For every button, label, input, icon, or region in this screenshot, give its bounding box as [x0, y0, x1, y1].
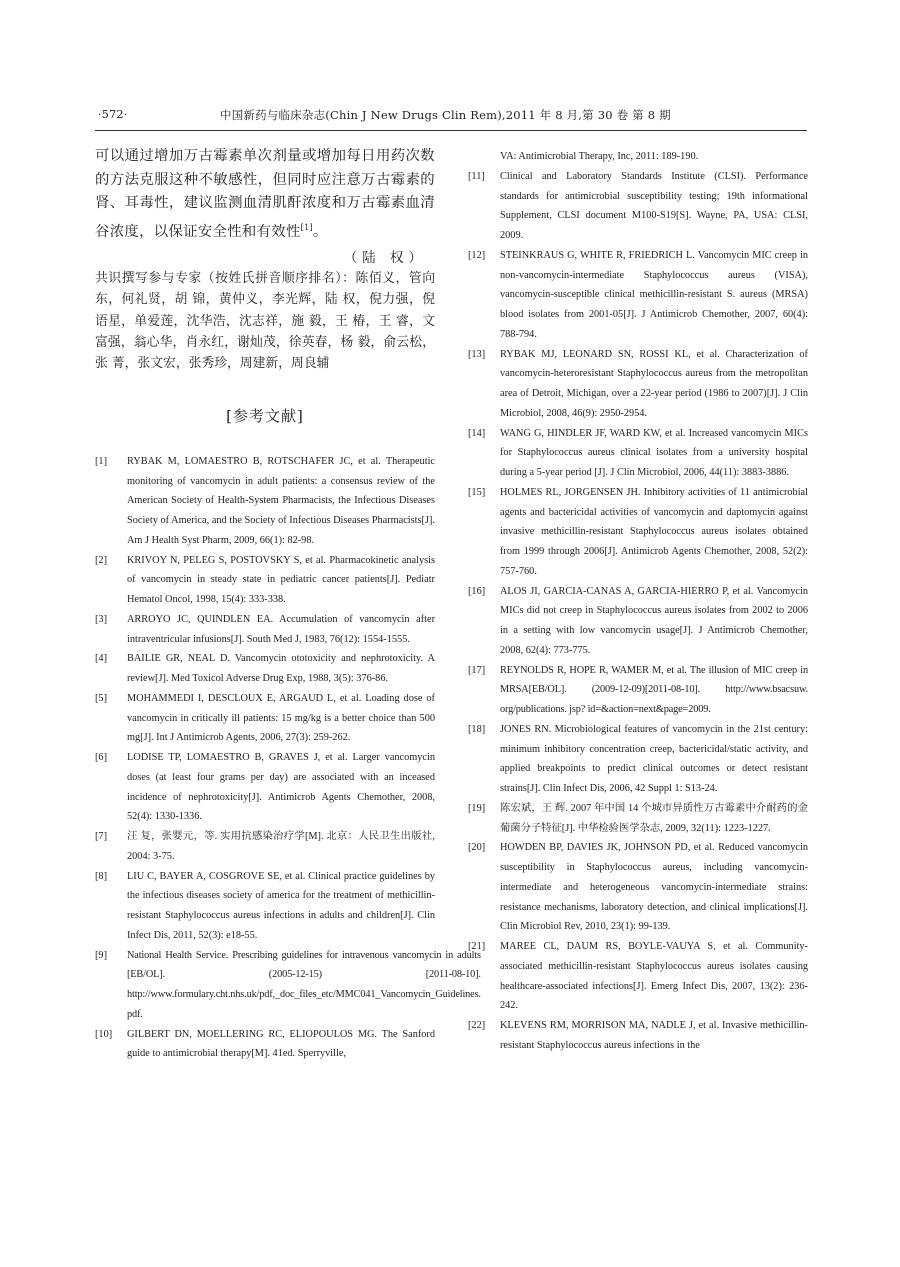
reference-item	[95, 748, 435, 827]
reference-number: [16]	[468, 585, 486, 597]
reference-number: [19]	[468, 802, 486, 814]
reference-item	[468, 720, 808, 799]
reference-item	[468, 838, 808, 937]
citation-superscript[interactable]: [1]	[300, 222, 313, 232]
reference-item	[95, 946, 481, 1025]
reference-number: [18]	[468, 723, 486, 735]
reference-text: LODISE TP, LOMAESTRO B, GRAVES J, et al. Larger vancomycin doses (at least four grams per day) are associated with an inceased incidence of nephrotoxicity[J]. Antimicrob Agents Chemother, 2008, 52(4): 1330-1336.	[127, 752, 435, 823]
page-number: ·572·	[98, 107, 128, 121]
reference-item	[468, 582, 808, 661]
reference-text: RYBAK M, LOMAESTRO B, ROTSCHAFER JC, et al. Therapeutic monitoring of vancomycin in adult patients: a consensus review of the American Society of Health-System Pharmacists, the Infectious Diseases Society of America, and the Society of Infectious Diseases Pharmacists[J]. Am J Health Syst Pharm, 2009, 66(1): 82-98.	[127, 455, 435, 546]
reference-item	[468, 246, 808, 345]
reference-number: [20]	[468, 842, 486, 854]
reference-item	[95, 1025, 435, 1065]
reference-item	[95, 610, 435, 650]
reference-number: [4]	[95, 653, 108, 665]
expert-list: 共识撰写参与专家（按姓氏拼音顺序排名）：陈佰义，管向东，何礼贤，胡 锦，黄仲义，李光辉，陆 权，倪力强，倪语星，单爱莲，沈华浩，沈志祥，施 毅，王 椿，王 睿，文富强，翁心华，肖永红，谢灿茂，徐英春，杨 毅，俞云松，张 菁，张文宏，张秀珍，周建新，周良辅	[95, 270, 435, 372]
reference-number: [14]	[468, 427, 486, 439]
running-header	[95, 107, 807, 129]
reference-number: [17]	[468, 664, 486, 676]
reference-number: [8]	[95, 870, 108, 882]
reference-number: [6]	[95, 752, 108, 764]
reference-text: ALOS JI, GARCIA-CANAS A, GARCIA-HIERRO P, et al. Vancomycin MICs did not creep in Staphylococcus aureus isolates from 2002 to 2006 in a setting with low vancomycin usage[J]. J Antimicrob Chemother, 2008, 62(4): 773-775.	[500, 585, 808, 656]
reference-text: LIU C, BAYER A, COSGROVE SE, et al. Clinical practice guidelines by the infectious diseases society of america for the treatment of methicillin-resistant Staphylococcus aureus infections in adults and children[J]. Clin Infect Dis, 2011, 52(3): e18-55.	[127, 870, 435, 941]
reference-continuation: VA: Antimicrobial Therapy, Inc, 2011: 189-190.	[500, 151, 699, 162]
reference-text: STEINKRAUS G, WHITE R, FRIEDRICH L. Vancomycin MIC creep in non-vancomycin-intermediate Staphylococcus aureus (VISA), vancomycin-susceptible clinical methicillin-resistant S. aureus (MRSA) blood isolates from 2001-05[J]. J Antimicrob Chemother, 2007, 60(4): 788-794.	[500, 249, 808, 340]
right-column	[468, 147, 808, 1056]
reference-item	[95, 649, 435, 689]
reference-number: [21]	[468, 941, 486, 952]
reference-text: BAILIE GR, NEAL D. Vancomycin ototoxicity and nephrotoxicity. A review[J]. Med Toxicol Adverse Drug Exp, 1988, 3(5): 376-86.	[127, 653, 435, 685]
reference-number: [11]	[468, 170, 485, 182]
reference-item	[468, 424, 808, 483]
reference-text: HOLMES RL, JORGENSEN JH. Inhibitory activities of 11 antimicrobial agents and bactericidal activities of vancomycin and daptomycin against invasive methicillin-resistant Staphylococcus aureus isolates obtained from 1999 through 2006[J]. Antimicrob Agents Chemother, 2008, 52(2): 757-760.	[500, 486, 808, 577]
reference-text: 陈宏斌，王 辉. 2007 年中国 14 个城市异质性万古霉素中介耐药的金葡菌分子特征[J]. 中华检验医学杂志, 2009, 32(11): 1223-1227.	[500, 802, 808, 834]
header-rule	[95, 130, 807, 131]
reference-number: [15]	[468, 486, 486, 498]
reference-text: JONES RN. Microbiological features of vancomycin in the 21st century: minimum inhibitory concentration creep, bactericidal/static activity, and applied breakpoints to predict clinical outcomes or detect resistant strains[J]. Clin Infect Dis, 2006, 42 Suppl 1: S13-24.	[500, 723, 808, 794]
reference-text: KRIVOY N, PELEG S, POSTOVSKY S, et al. Pharmacokinetic analysis of vancomycin in steady state in pediatric cancer patients[J]. Pediatr Hematol Oncol, 1998, 15(4): 333-338.	[127, 554, 435, 606]
reference-number: [12]	[468, 249, 486, 261]
paragraph-end: 。	[312, 223, 328, 240]
reference-item	[468, 483, 808, 582]
reference-number: [9]	[95, 949, 108, 961]
reference-number: [7]	[95, 831, 108, 843]
reference-text: MOHAMMEDI I, DESCLOUX E, ARGAUD L, et al. Loading dose of vancomycin in critically ill patients: 15 mg/kg is a better choice than 500 mg[J]. Int J Antimicrob Agents, 2006, 27(3): 259-262.	[127, 692, 435, 744]
reference-item	[95, 551, 435, 610]
reference-text: MAREE CL, DAUM RS, BOYLE-VAUYA S, et al. Community-associated methicillin-resistant Staphylococcus aureus isolates causing healthcare-associated infections[J]. Emerg Infect Dis, 2007, 13(2): 236-242.	[500, 941, 808, 1012]
reference-item	[468, 661, 808, 720]
closing-paragraph	[95, 145, 435, 244]
reference-item	[468, 345, 808, 424]
reference-item	[468, 799, 808, 839]
reference-item	[95, 689, 435, 748]
reference-text: GILBERT DN, MOELLERING RC, ELIOPOULOS MG. The Sanford guide to antimicrobial therapy[M]. 41ed. Sperryville,	[127, 1028, 435, 1060]
reference-item	[468, 167, 808, 246]
reference-number: [13]	[468, 348, 486, 360]
paragraph-text: 可以通过增加万古霉素单次剂量或增加每日用药次数的方法克服这种不敏感性，但同时应注意万古霉素的肾、耳毒性，建议监测血清肌酐浓度和万古霉素血清谷浓度，以保证安全性和有效性	[95, 148, 435, 240]
reference-text[interactable]: REYNOLDS R, HOPE R, WAMER M, et al. The illusion of MIC creep in MRSA[EB/OL]. (2009-12-09)[2011-08-10]. http://www.bsacsuw. org/publications. jsp? id=&action=next&page=2009.	[500, 664, 808, 715]
reference-text: Clinical and Laboratory Standards Institute (CLSI). Performance standards for antimicrobial susceptibility testing; 19th informational Supplement, CLSI document M100-S19[S]. Wayne, PA, USA: CLSI, 2009.	[500, 170, 808, 241]
reference-text: ARROYO JC, QUINDLEN EA. Accumulation of vancomycin after intraventricular infusions[J]. South Med J, 1983, 76(12): 1554-1555.	[127, 613, 435, 645]
reference-text: HOWDEN BP, DAVIES JK, JOHNSON PD, et al. Reduced vancomycin susceptibility in Staphylococcus aureus, including vancomycin-intermediate and heterogeneous vancomycin-intermediate strains: resistance mechanisms, laboratory detection, and clinical implications[J]. Clin Microbiol Rev, 2010, 23(1): 99-139.	[500, 842, 808, 933]
reference-number: [3]	[95, 613, 108, 625]
reference-item	[468, 1016, 808, 1056]
reference-number: [5]	[95, 692, 108, 704]
reference-item	[95, 452, 435, 551]
reference-number: [2]	[95, 554, 108, 566]
author-signature: （陆 权）	[343, 249, 427, 266]
reference-text: WANG G, HINDLER JF, WARD KW, et al. Increased vancomycin MICs for Staphylococcus aureus clinical isolates from a university hospital during a 5-year period [J]. J Clin Microbiol, 2006, 44(11): 3883-3886.	[500, 427, 808, 478]
reference-item	[95, 867, 435, 946]
reference-text[interactable]: National Health Service. Prescribing guidelines for intravenous vancomycin in adults [EB/OL]. (2005-12-15) [2011-08-10]. http://www.formulary.cht.nhs.uk/pdf,_doc_files_etc/MMC041_Vancomycin_Guidelines. pdf.	[127, 949, 481, 1020]
references-heading: [参考文献]	[226, 406, 304, 425]
reference-number: [10]	[95, 1028, 113, 1040]
reference-text: 汪 复，张婴元，等. 实用抗感染治疗学[M]. 北京：人民卫生出版社, 2004: 3-75.	[127, 831, 435, 862]
reference-number: [22]	[468, 1020, 486, 1031]
references-list-right	[468, 147, 808, 1056]
reference-number: [1]	[95, 455, 108, 467]
reference-item	[95, 827, 435, 867]
reference-text: RYBAK MJ, LEONARD SN, ROSSI KL, et al. Characterization of vancomycin-heteroresistant Staphylococcus aureus from the metropolitan area of Detroit, Michigan, over a 22-year period (1986 to 2007)[J]. J Clin Microbiol, 2008, 46(9): 2950-2954.	[500, 348, 808, 419]
reference-item	[468, 937, 808, 1016]
journal-citation: 中国新药与临床杂志(Chin J New Drugs Clin Rem),2011 年 8 月,第 30 卷 第 8 期	[220, 108, 671, 122]
reference-text: KLEVENS RM, MORRISON MA, NADLE J, et al. Invasive methicillin-resistant Staphylococcus aureus infections in the	[500, 1020, 808, 1051]
